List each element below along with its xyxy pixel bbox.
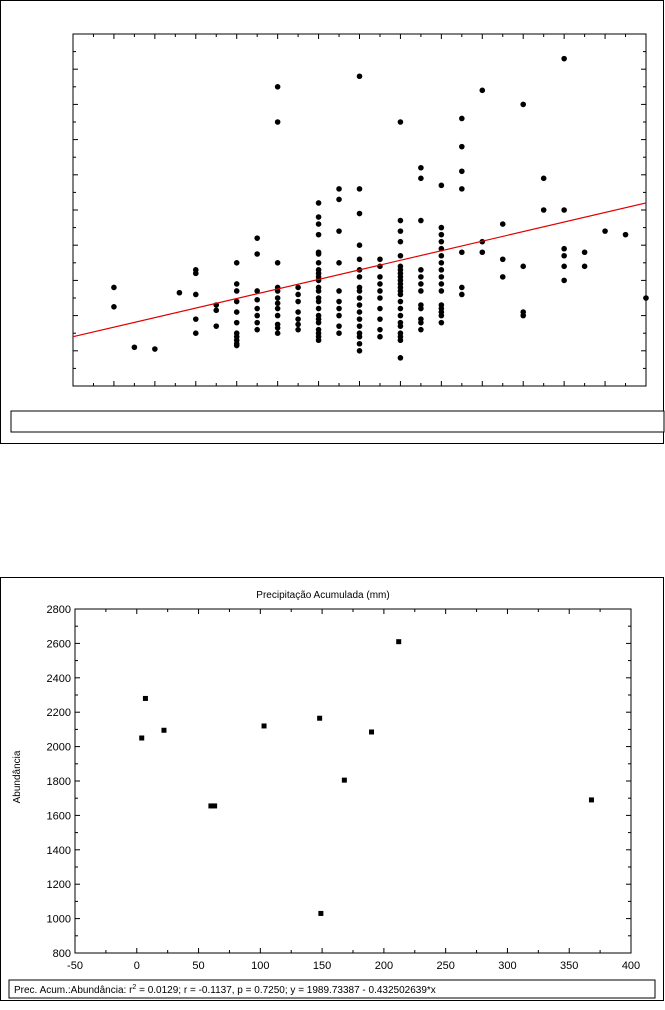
top-data-point <box>418 288 424 294</box>
bottom-x-tick-label: 250 <box>436 960 455 972</box>
top-data-point <box>398 228 404 234</box>
top-data-point <box>316 260 322 266</box>
top-data-point <box>234 288 240 294</box>
top-data-point <box>357 211 363 217</box>
top-data-point <box>500 274 506 280</box>
bottom-legend-rest: = 0.0129; r = -0.1137, p = 0.7250; y = 1989.73387 - 0.432502639*x <box>136 985 436 996</box>
bottom-x-tick-label: 200 <box>374 960 394 972</box>
bottom-data-point <box>318 911 323 916</box>
bottom-data-point <box>342 778 347 783</box>
bottom-data-point <box>369 729 374 734</box>
bottom-x-tick-label: 50 <box>192 960 205 972</box>
top-data-point <box>398 337 404 343</box>
top-data-point <box>357 242 363 248</box>
top-data-point <box>254 306 260 312</box>
top-data-point <box>479 249 485 255</box>
bottom-x-tick-label: 400 <box>621 960 641 972</box>
bottom-legend-text <box>14 984 436 996</box>
top-scatter-chart <box>0 0 665 445</box>
bottom-data-point <box>139 736 144 741</box>
top-data-point <box>316 306 322 312</box>
top-data-point <box>275 260 281 266</box>
top-data-point <box>193 271 199 277</box>
top-data-point <box>152 346 158 352</box>
top-data-point <box>439 281 445 287</box>
top-data-point <box>398 299 404 305</box>
top-data-point <box>439 267 445 273</box>
bottom-y-tick-label: 2800 <box>46 604 71 616</box>
bottom-y-tick-label: 1200 <box>46 879 71 892</box>
top-data-point <box>418 218 424 224</box>
top-data-point <box>500 221 506 227</box>
top-data-point <box>357 348 363 354</box>
bottom-x-tick-label: 350 <box>560 960 579 972</box>
top-data-point <box>275 119 281 125</box>
top-data-point <box>254 235 260 241</box>
top-data-point <box>234 309 240 315</box>
top-data-point <box>316 320 322 326</box>
top-data-point <box>316 214 322 220</box>
top-data-point <box>357 295 363 301</box>
top-data-point <box>316 299 322 305</box>
top-data-point <box>479 88 485 94</box>
bottom-y-tick-label: 2000 <box>46 741 71 754</box>
top-data-point <box>275 84 281 90</box>
top-legend-box <box>11 411 664 432</box>
top-data-point <box>439 239 445 245</box>
bottom-x-tick-label: 150 <box>312 960 332 972</box>
top-data-point <box>357 256 363 262</box>
top-data-point <box>111 285 117 291</box>
top-data-point <box>193 316 199 322</box>
top-data-point <box>275 330 281 336</box>
top-data-point <box>561 246 567 252</box>
top-data-point <box>275 306 281 312</box>
bottom-chart-title: Precipitação Acumulada (mm) <box>256 590 390 601</box>
bottom-data-point <box>161 728 166 733</box>
top-data-point <box>439 274 445 280</box>
top-data-point <box>357 73 363 79</box>
top-data-point <box>541 176 547 182</box>
top-data-point <box>439 313 445 319</box>
top-data-point <box>254 297 260 303</box>
top-data-point <box>439 288 445 294</box>
bottom-x-tick-label: 100 <box>251 960 270 972</box>
bottom-data-point <box>262 723 267 728</box>
top-data-point <box>439 253 445 259</box>
bottom-x-tick-label: -50 <box>67 960 83 972</box>
top-data-point <box>439 320 445 326</box>
top-data-point <box>377 274 383 280</box>
top-data-point <box>357 323 363 329</box>
top-data-point <box>254 327 260 333</box>
top-data-point <box>439 232 445 238</box>
bottom-scatter-chart <box>0 577 665 1002</box>
top-data-point <box>254 251 260 257</box>
top-data-point <box>439 183 445 189</box>
bottom-y-tick-label: 1400 <box>46 844 71 857</box>
top-data-point <box>377 334 383 340</box>
top-data-point <box>398 253 404 259</box>
top-data-point <box>357 274 363 280</box>
top-data-point <box>561 56 567 62</box>
top-data-point <box>132 344 138 350</box>
top-data-point <box>377 281 383 287</box>
top-data-point <box>213 308 219 314</box>
top-data-point <box>336 323 342 329</box>
bottom-data-point <box>589 797 594 802</box>
bottom-x-tick-label: 300 <box>498 960 517 972</box>
top-data-point <box>111 304 117 310</box>
top-data-point <box>336 330 342 336</box>
bottom-data-point <box>317 716 322 721</box>
top-data-point <box>275 313 281 319</box>
top-data-point <box>398 313 404 319</box>
top-data-point <box>193 330 199 336</box>
top-data-point <box>316 232 322 238</box>
top-data-point <box>398 239 404 245</box>
top-data-point <box>357 309 363 315</box>
top-data-point <box>520 313 526 319</box>
top-data-point <box>418 327 424 333</box>
top-data-point <box>561 253 567 259</box>
top-data-point <box>213 323 219 329</box>
top-data-point <box>357 334 363 340</box>
bottom-legend-sup: 2 <box>132 984 137 991</box>
top-data-point <box>377 306 383 312</box>
top-data-point <box>398 119 404 125</box>
top-data-point <box>275 325 281 331</box>
top-data-point <box>459 285 465 291</box>
top-data-point <box>541 207 547 213</box>
top-data-point <box>439 260 445 266</box>
top-data-point <box>582 264 588 270</box>
top-data-point <box>234 343 240 349</box>
top-data-point <box>234 281 240 287</box>
bottom-y-tick-label: 2200 <box>46 707 71 720</box>
top-data-point <box>561 207 567 213</box>
bottom-y-tick-label: 2600 <box>46 638 71 651</box>
top-data-point <box>418 281 424 287</box>
top-data-point <box>357 341 363 347</box>
top-data-point <box>398 323 404 329</box>
bottom-y-tick-label: 1800 <box>46 776 71 788</box>
top-data-point <box>336 306 342 312</box>
bottom-y-tick-label: 1600 <box>46 810 71 823</box>
top-data-point <box>316 221 322 227</box>
top-data-point <box>398 306 404 312</box>
top-data-point <box>398 292 404 298</box>
top-data-point <box>275 295 281 301</box>
top-data-point <box>459 116 465 122</box>
top-data-point <box>439 225 445 231</box>
top-data-point <box>336 288 342 294</box>
top-data-point <box>398 355 404 361</box>
top-data-point <box>357 186 363 192</box>
top-data-point <box>643 295 649 301</box>
top-data-point <box>295 299 301 305</box>
top-data-point <box>357 316 363 322</box>
top-data-point <box>459 144 465 150</box>
top-data-point <box>377 316 383 322</box>
top-data-point <box>377 288 383 294</box>
bottom-data-point <box>143 696 148 701</box>
top-data-point <box>459 186 465 192</box>
bottom-legend-prefix: Prec. Acum.:Abundância: r <box>14 985 133 996</box>
top-data-point <box>459 249 465 255</box>
top-data-point <box>234 260 240 266</box>
top-data-point <box>377 295 383 301</box>
top-data-point <box>177 290 183 296</box>
top-data-point <box>336 299 342 305</box>
top-data-point <box>193 292 199 298</box>
top-data-point <box>295 316 301 322</box>
top-data-point <box>316 200 322 206</box>
top-data-point <box>377 256 383 262</box>
top-data-point <box>459 292 465 298</box>
bottom-plot-area <box>75 609 631 953</box>
top-data-point <box>234 320 240 326</box>
top-data-point <box>295 285 301 291</box>
top-data-point <box>398 218 404 224</box>
top-data-point <box>316 337 322 343</box>
top-data-point <box>500 256 506 262</box>
top-data-point <box>418 320 424 326</box>
top-data-point <box>336 186 342 192</box>
top-data-point <box>623 232 629 238</box>
top-data-point <box>418 306 424 312</box>
top-data-point <box>295 309 301 315</box>
bottom-y-tick-label: 800 <box>52 948 71 960</box>
top-data-point <box>336 197 342 203</box>
top-data-point <box>582 249 588 255</box>
top-data-point <box>561 264 567 270</box>
bottom-data-point <box>396 639 401 644</box>
top-data-point <box>377 327 383 333</box>
top-data-point <box>418 274 424 280</box>
top-data-point <box>316 251 322 257</box>
top-data-point <box>520 264 526 270</box>
top-data-point <box>520 102 526 108</box>
top-data-point <box>336 228 342 234</box>
top-data-point <box>254 320 260 326</box>
top-data-point <box>357 302 363 308</box>
bottom-y-tick-label: 2400 <box>46 672 71 685</box>
top-data-point <box>418 267 424 273</box>
top-data-point <box>295 292 301 298</box>
top-data-point <box>561 278 567 284</box>
bottom-y-tick-label: 1000 <box>46 913 71 926</box>
top-data-point <box>295 322 301 328</box>
top-data-point <box>254 313 260 319</box>
top-data-point <box>418 176 424 182</box>
top-data-point <box>459 168 465 174</box>
bottom-data-point <box>212 803 217 808</box>
top-data-point <box>336 313 342 319</box>
top-data-point <box>275 300 281 306</box>
top-data-point <box>316 288 322 294</box>
bottom-x-tick-label: 0 <box>133 960 140 972</box>
top-data-point <box>418 165 424 171</box>
top-data-point <box>336 260 342 266</box>
top-data-point <box>602 228 608 234</box>
bottom-y-axis-label: Abundância <box>12 750 23 804</box>
top-data-point <box>295 327 301 333</box>
top-data-point <box>357 288 363 294</box>
